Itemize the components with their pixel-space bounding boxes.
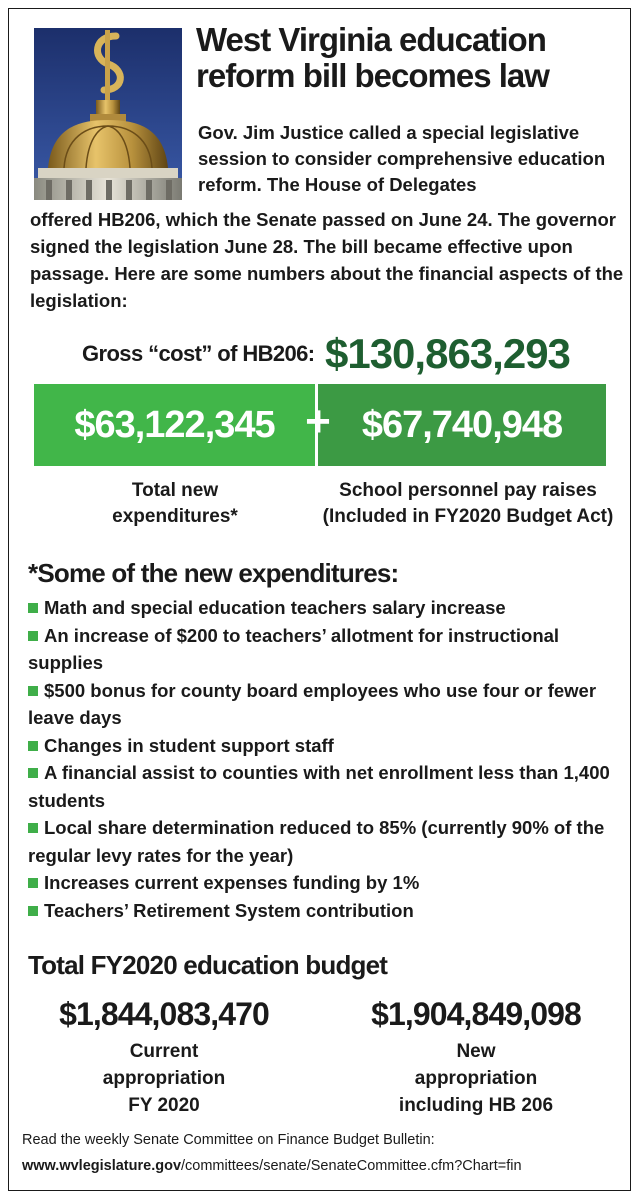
caption-line: Total new bbox=[131, 480, 219, 501]
list-item-text: Changes in student support staff bbox=[44, 734, 334, 756]
caption-line: (Included in FY2020 Budget Act) bbox=[322, 506, 614, 527]
list-item bbox=[28, 869, 613, 897]
footer-url-link[interactable] bbox=[22, 1158, 522, 1174]
capitol-dome-photo bbox=[34, 28, 182, 200]
gross-cost-line bbox=[82, 330, 622, 378]
list-item-text: Math and special education teachers salary increase bbox=[44, 597, 506, 618]
pay-raises-caption bbox=[300, 478, 636, 530]
gross-cost-value: $130,863,293 bbox=[324, 330, 570, 377]
green-square-bullet-icon bbox=[28, 823, 38, 833]
pay-raises-value: $67,740,948 bbox=[361, 403, 563, 446]
caption-line: expenditures* bbox=[112, 506, 238, 527]
list-item bbox=[28, 594, 613, 622]
green-square-bullet-icon bbox=[28, 906, 38, 916]
plus-icon: + bbox=[305, 397, 331, 446]
label-line: appropriation bbox=[102, 1068, 226, 1089]
intro-text-full: offered HB206, which the Senate passed on June 24. The governor signed the legislation June 28. The bill became effective upon passage. Here are some numbers about the financial aspects of the legislation: bbox=[30, 209, 624, 311]
list-item-text: An increase of $200 to teachers’ allotment for instructional supplies bbox=[28, 624, 560, 673]
list-item-text: Teachers’ Retirement System contribution bbox=[44, 899, 414, 921]
list-item-text: $500 bonus for county board employees who use four or fewer leave days bbox=[28, 679, 597, 728]
list-item bbox=[28, 759, 613, 814]
footer-url-path[interactable]: /committees/senate/SenateCommittee.cfm?Chart=fin bbox=[181, 1158, 522, 1174]
new-appropriation-label bbox=[356, 1038, 596, 1119]
green-square-bullet-icon bbox=[28, 741, 38, 751]
green-square-bullet-icon bbox=[28, 603, 38, 613]
green-square-bullet-icon bbox=[28, 686, 38, 696]
green-square-bullet-icon bbox=[28, 631, 38, 641]
label-line: including HB 206 bbox=[398, 1095, 554, 1116]
list-item bbox=[28, 814, 613, 869]
expenditures-list bbox=[28, 594, 613, 924]
list-item bbox=[28, 677, 613, 732]
pay-raises-box bbox=[318, 384, 606, 466]
list-item bbox=[28, 622, 613, 677]
list-item bbox=[28, 897, 613, 925]
green-square-bullet-icon bbox=[28, 878, 38, 888]
total-new-expenditures-box bbox=[34, 384, 315, 466]
label-line: Current bbox=[129, 1041, 199, 1062]
list-item-text: Increases current expenses funding by 1% bbox=[44, 872, 420, 893]
budget-heading: Total FY2020 education budget bbox=[28, 950, 388, 980]
green-square-bullet-icon bbox=[28, 768, 38, 778]
expenditures-heading: *Some of the new expenditures: bbox=[28, 558, 399, 588]
intro-text-wrapped: Gov. Jim Justice called a special legislative session to consider comprehensive education reform. The House of Delegates bbox=[198, 122, 606, 195]
page-title: West Virginia education reform bill becomes law bbox=[196, 21, 549, 94]
caption-line: School personnel pay raises bbox=[339, 480, 597, 501]
new-appropriation bbox=[356, 994, 596, 1119]
list-item-text: A financial assist to counties with net enrollment less than 1,400 students bbox=[28, 762, 610, 811]
current-appropriation-label bbox=[40, 1038, 288, 1119]
current-appropriation-value: $1,844,083,470 bbox=[59, 996, 269, 1032]
total-new-expenditures-caption bbox=[80, 478, 270, 530]
label-line: appropriation bbox=[414, 1068, 538, 1089]
footer-note: Read the weekly Senate Committee on Finance Budget Bulletin: bbox=[22, 1132, 435, 1148]
footer-url-domain[interactable]: www.wvlegislature.gov bbox=[22, 1158, 182, 1174]
new-appropriation-value: $1,904,849,098 bbox=[371, 996, 581, 1032]
gross-cost-label: Gross “cost” of HB206: bbox=[82, 341, 315, 366]
list-item bbox=[28, 732, 613, 760]
current-appropriation bbox=[40, 994, 288, 1119]
list-item-text: Local share determination reduced to 85% (currently 90% of the regular levy rates for the year) bbox=[28, 817, 605, 866]
label-line: New bbox=[456, 1041, 496, 1062]
label-line: FY 2020 bbox=[128, 1095, 200, 1116]
total-new-expenditures-value: $63,122,345 bbox=[74, 403, 275, 446]
